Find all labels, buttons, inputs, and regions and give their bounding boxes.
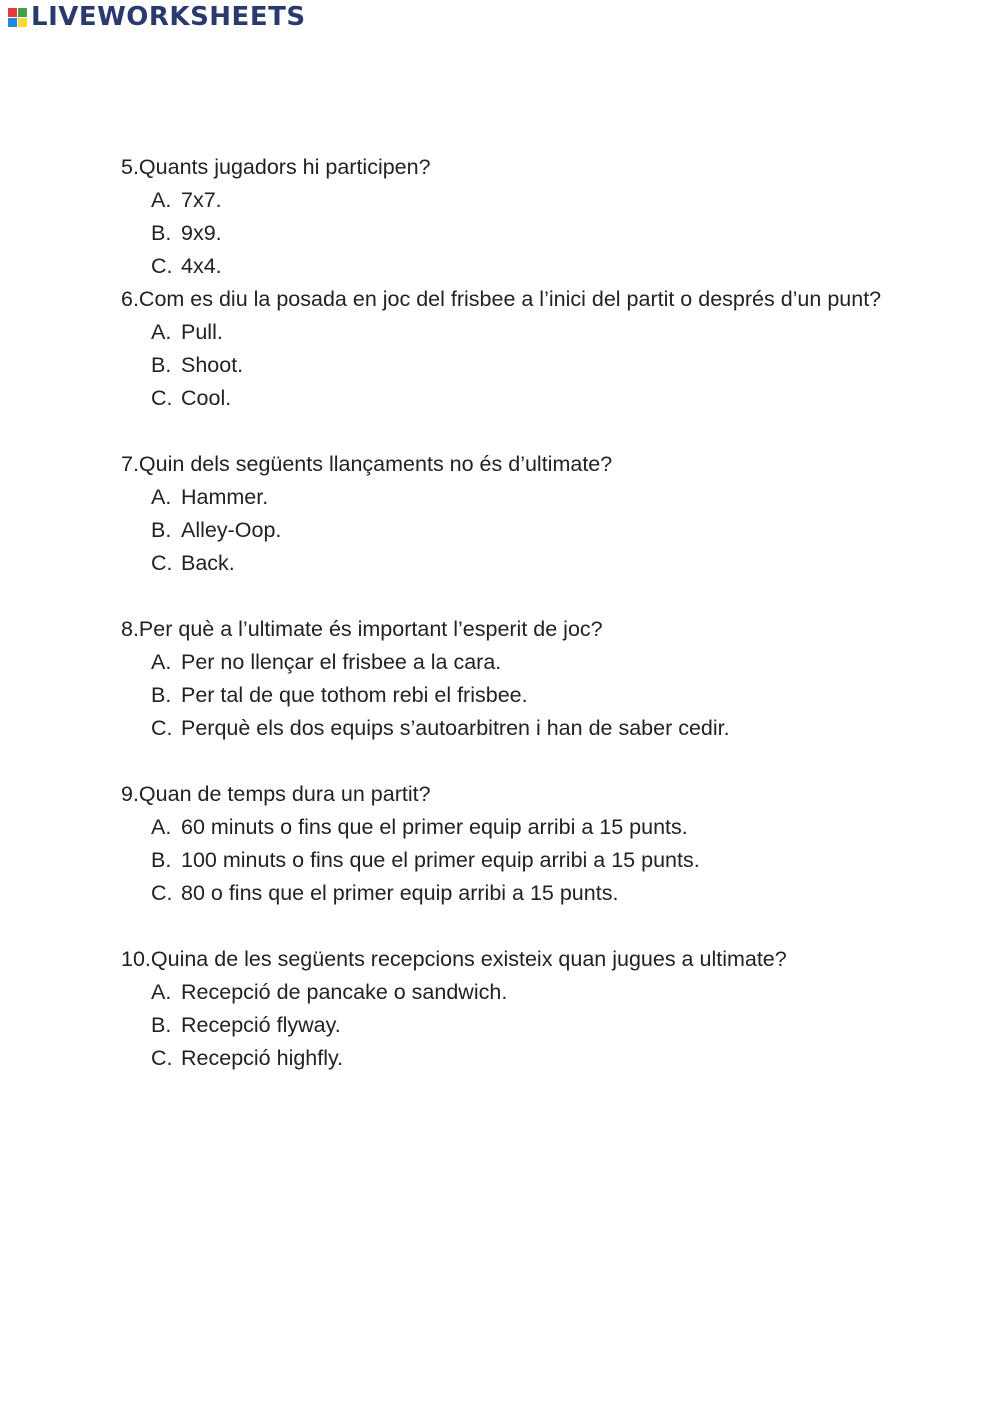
options-8 [121, 646, 918, 745]
option-8-c[interactable]: C. Perquè els dos equips s’autoarbitren i han de saber cedir. [151, 716, 730, 740]
options-5 [121, 184, 918, 283]
spacer [121, 415, 918, 448]
option-7-c[interactable]: C. Back. [151, 551, 235, 575]
option-8-b[interactable]: B. Per tal de que tothom rebi el frisbee. [151, 683, 528, 707]
option-5-a[interactable]: A. 7x7. [151, 188, 222, 212]
logo-block-blue [8, 18, 17, 27]
option-6-a[interactable]: A. Pull. [151, 320, 223, 344]
question-7: 7.Quin dels següents llançaments no és d’ultimate? [121, 452, 613, 476]
option-7-a[interactable]: A. Hammer. [151, 485, 269, 509]
option-8-a[interactable]: A. Per no llençar el frisbee a la cara. [151, 650, 502, 674]
liveworksheets-logo [8, 4, 306, 30]
logo-block-red [8, 8, 17, 17]
spacer [121, 910, 918, 943]
logo-block-yellow [18, 18, 27, 27]
logo-blocks-icon [8, 8, 27, 27]
option-10-b[interactable]: B. Recepció flyway. [151, 1013, 341, 1037]
options-6 [121, 316, 918, 415]
logo-text: LIVEWORKSHEETS [31, 2, 306, 32]
options-10 [121, 976, 918, 1075]
question-5: 5.Quants jugadors hi participen? [121, 155, 431, 179]
option-5-c[interactable]: C. 4x4. [151, 254, 222, 278]
option-6-c[interactable]: C. Cool. [151, 386, 232, 410]
question-10: 10.Quina de les següents recepcions existeix quan jugues a ultimate? [121, 947, 787, 971]
spacer [121, 580, 918, 613]
worksheet-content [121, 151, 918, 1075]
option-5-b[interactable]: B. 9x9. [151, 221, 222, 245]
option-10-a[interactable]: A. Recepció de pancake o sandwich. [151, 980, 508, 1004]
question-9: 9.Quan de temps dura un partit? [121, 782, 431, 806]
option-6-b[interactable]: B. Shoot. [151, 353, 244, 377]
option-9-a[interactable]: A. 60 minuts o fins que el primer equip arribi a 15 punts. [151, 815, 688, 839]
question-8: 8.Per què a l’ultimate és important l’esperit de joc? [121, 617, 603, 641]
question-6: 6.Com es diu la posada en joc del frisbee a l’inici del partit o després d’un punt? [121, 287, 882, 311]
spacer [121, 745, 918, 778]
option-9-c[interactable]: C. 80 o fins que el primer equip arribi a 15 punts. [151, 881, 619, 905]
option-7-b[interactable]: B. Alley-Oop. [151, 518, 282, 542]
options-7 [121, 481, 918, 580]
option-10-c[interactable]: C. Recepció highfly. [151, 1046, 344, 1070]
option-9-b[interactable]: B. 100 minuts o fins que el primer equip arribi a 15 punts. [151, 848, 700, 872]
options-9 [121, 811, 918, 910]
logo-block-green [18, 8, 27, 17]
